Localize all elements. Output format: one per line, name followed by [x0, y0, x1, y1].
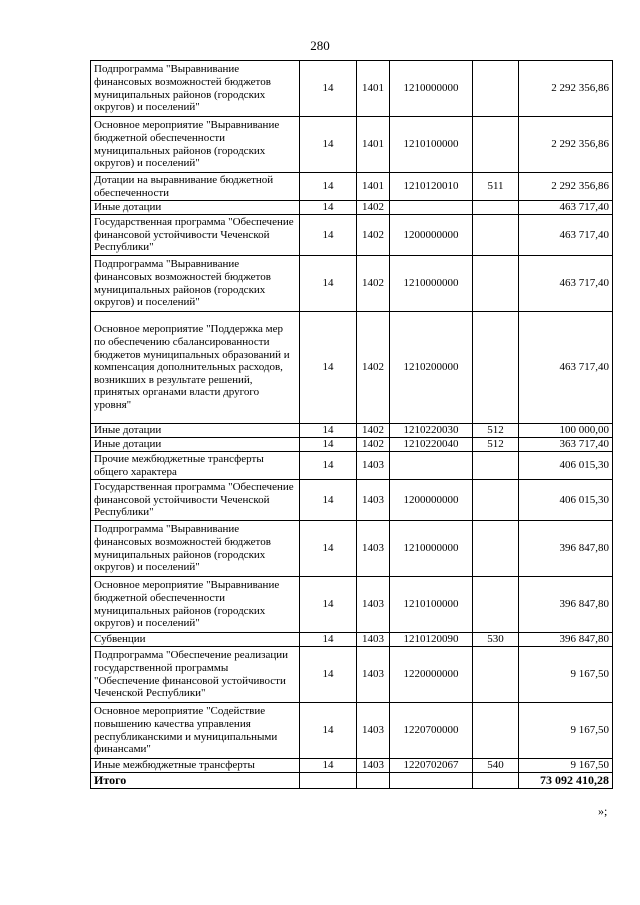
cell-section: 14: [300, 452, 357, 480]
cell-article: 1200000000: [390, 480, 473, 521]
cell-section: 14: [300, 633, 357, 647]
cell-sum: 396 847,80: [519, 633, 613, 647]
cell-expense-type: [473, 312, 519, 424]
cell-sum: 396 847,80: [519, 577, 613, 633]
table-row: [91, 173, 613, 201]
cell-subsection: 1403: [357, 577, 390, 633]
cell-expense-type: 512: [473, 424, 519, 438]
total-row: [91, 773, 613, 789]
page-number: 280: [310, 38, 330, 53]
budget-table: [90, 60, 613, 789]
cell-subsection: 1403: [357, 480, 390, 521]
cell-article: 1210100000: [390, 117, 473, 173]
cell-sum: 396 847,80: [519, 521, 613, 577]
cell-sum: 9 167,50: [519, 759, 613, 773]
cell-name: Иные дотации: [91, 438, 300, 452]
table-row: [91, 201, 613, 215]
table-row: [91, 647, 613, 703]
cell-expense-type: [473, 521, 519, 577]
cell-article: 1220700000: [390, 703, 473, 759]
cell-name: Основное мероприятие "Выравнивание бюджетной обеспеченности муниципальных районов (городских округов) и поселений": [91, 577, 300, 633]
cell-name: Дотации на выравнивание бюджетной обеспеченности: [91, 173, 300, 201]
cell-subsection: 1402: [357, 256, 390, 312]
cell-article: 1220702067: [390, 759, 473, 773]
cell-name: Подпрограмма "Выравнивание финансовых возможностей бюджетов муниципальных районов (городских округов) и поселений": [91, 256, 300, 312]
cell-section: 14: [300, 647, 357, 703]
cell-expense-type: [473, 480, 519, 521]
cell-subsection: 1402: [357, 438, 390, 452]
cell-subsection: 1401: [357, 117, 390, 173]
cell-expense-type: [473, 256, 519, 312]
cell-subsection: 1401: [357, 173, 390, 201]
cell-subsection: 1402: [357, 424, 390, 438]
cell-subsection: 1402: [357, 201, 390, 215]
cell-section: 14: [300, 438, 357, 452]
cell-sum: 463 717,40: [519, 256, 613, 312]
cell-section: 14: [300, 256, 357, 312]
cell-subsection: 1402: [357, 312, 390, 424]
cell-name: Иные межбюджетные трансферты: [91, 759, 300, 773]
cell-name: Подпрограмма "Обеспечение реализации государственной программы "Обеспечение финансовой устойчивости Чеченской Республики": [91, 647, 300, 703]
cell-expense-type: [473, 703, 519, 759]
closing-quote-mark: »;: [598, 804, 608, 818]
table-row: [91, 521, 613, 577]
cell-section: 14: [300, 759, 357, 773]
cell-section: 14: [300, 577, 357, 633]
table-row: [91, 759, 613, 773]
cell-subsection: 1403: [357, 703, 390, 759]
cell-article: 1210220040: [390, 438, 473, 452]
cell-subsection: 1401: [357, 61, 390, 117]
empty-cell: [473, 773, 519, 789]
cell-subsection: 1403: [357, 759, 390, 773]
cell-subsection: 1403: [357, 633, 390, 647]
table-row: [91, 480, 613, 521]
cell-article: 1210120010: [390, 173, 473, 201]
table-row: [91, 256, 613, 312]
cell-expense-type: [473, 647, 519, 703]
cell-section: 14: [300, 312, 357, 424]
cell-expense-type: [473, 452, 519, 480]
cell-subsection: 1402: [357, 215, 390, 256]
cell-article: 1220000000: [390, 647, 473, 703]
cell-article: 1200000000: [390, 215, 473, 256]
cell-subsection: 1403: [357, 521, 390, 577]
cell-sum: 100 000,00: [519, 424, 613, 438]
cell-sum: 2 292 356,86: [519, 117, 613, 173]
cell-section: 14: [300, 215, 357, 256]
cell-section: 14: [300, 521, 357, 577]
table-row: [91, 61, 613, 117]
cell-sum: 2 292 356,86: [519, 61, 613, 117]
cell-expense-type: [473, 117, 519, 173]
cell-article: 1210100000: [390, 577, 473, 633]
table-row: [91, 438, 613, 452]
cell-name: Государственная программа "Обеспечение финансовой устойчивости Чеченской Республики": [91, 215, 300, 256]
cell-section: 14: [300, 480, 357, 521]
cell-article: 1210220030: [390, 424, 473, 438]
empty-cell: [300, 773, 357, 789]
cell-subsection: 1403: [357, 647, 390, 703]
total-label: Итого: [91, 773, 300, 789]
cell-expense-type: [473, 215, 519, 256]
cell-expense-type: 540: [473, 759, 519, 773]
cell-subsection: 1403: [357, 452, 390, 480]
cell-sum: 9 167,50: [519, 647, 613, 703]
cell-expense-type: [473, 577, 519, 633]
cell-sum: 406 015,30: [519, 480, 613, 521]
cell-section: 14: [300, 173, 357, 201]
cell-section: 14: [300, 201, 357, 215]
cell-sum: 2 292 356,86: [519, 173, 613, 201]
cell-sum: 363 717,40: [519, 438, 613, 452]
cell-expense-type: 512: [473, 438, 519, 452]
cell-expense-type: [473, 61, 519, 117]
cell-expense-type: [473, 201, 519, 215]
table-body: [91, 61, 613, 789]
cell-name: Подпрограмма "Выравнивание финансовых возможностей бюджетов муниципальных районов (городских округов) и поселений": [91, 61, 300, 117]
cell-section: 14: [300, 703, 357, 759]
cell-sum: 406 015,30: [519, 452, 613, 480]
table-row: [91, 633, 613, 647]
cell-article: 1210000000: [390, 256, 473, 312]
cell-sum: 463 717,40: [519, 201, 613, 215]
cell-article: 1210120090: [390, 633, 473, 647]
cell-name: Основное мероприятие "Поддержка мер по обеспечению сбалансированности бюджетов муниципальных образований и компенсация дополнительных расходов, возникших в результате решений, принятых органами власти другого уровня": [91, 312, 300, 424]
table-row: [91, 577, 613, 633]
table-row: [91, 215, 613, 256]
cell-article: [390, 452, 473, 480]
cell-name: Иные дотации: [91, 201, 300, 215]
table-row: [91, 452, 613, 480]
cell-article: [390, 201, 473, 215]
cell-name: Основное мероприятие "Выравнивание бюджетной обеспеченности муниципальных районов (городских округов) и поселений": [91, 117, 300, 173]
empty-cell: [357, 773, 390, 789]
cell-section: 14: [300, 424, 357, 438]
cell-article: 1210000000: [390, 521, 473, 577]
cell-sum: 463 717,40: [519, 215, 613, 256]
cell-sum: 9 167,50: [519, 703, 613, 759]
cell-section: 14: [300, 117, 357, 173]
cell-name: Прочие межбюджетные трансферты общего характера: [91, 452, 300, 480]
cell-name: Иные дотации: [91, 424, 300, 438]
cell-article: 1210200000: [390, 312, 473, 424]
table-row: [91, 117, 613, 173]
cell-expense-type: 511: [473, 173, 519, 201]
cell-name: Государственная программа "Обеспечение финансовой устойчивости Чеченской Республики": [91, 480, 300, 521]
empty-cell: [390, 773, 473, 789]
table-row: [91, 312, 613, 424]
cell-article: 1210000000: [390, 61, 473, 117]
cell-expense-type: 530: [473, 633, 519, 647]
cell-name: Подпрограмма "Выравнивание финансовых возможностей бюджетов муниципальных районов (городских округов) и поселений": [91, 521, 300, 577]
cell-name: Основное мероприятие "Содействие повышению качества управления республиканскими и муниципальными финансами": [91, 703, 300, 759]
table-row: [91, 424, 613, 438]
cell-section: 14: [300, 61, 357, 117]
total-sum: 73 092 410,28: [519, 773, 613, 789]
table-row: [91, 703, 613, 759]
cell-name: Субвенции: [91, 633, 300, 647]
cell-sum: 463 717,40: [519, 312, 613, 424]
